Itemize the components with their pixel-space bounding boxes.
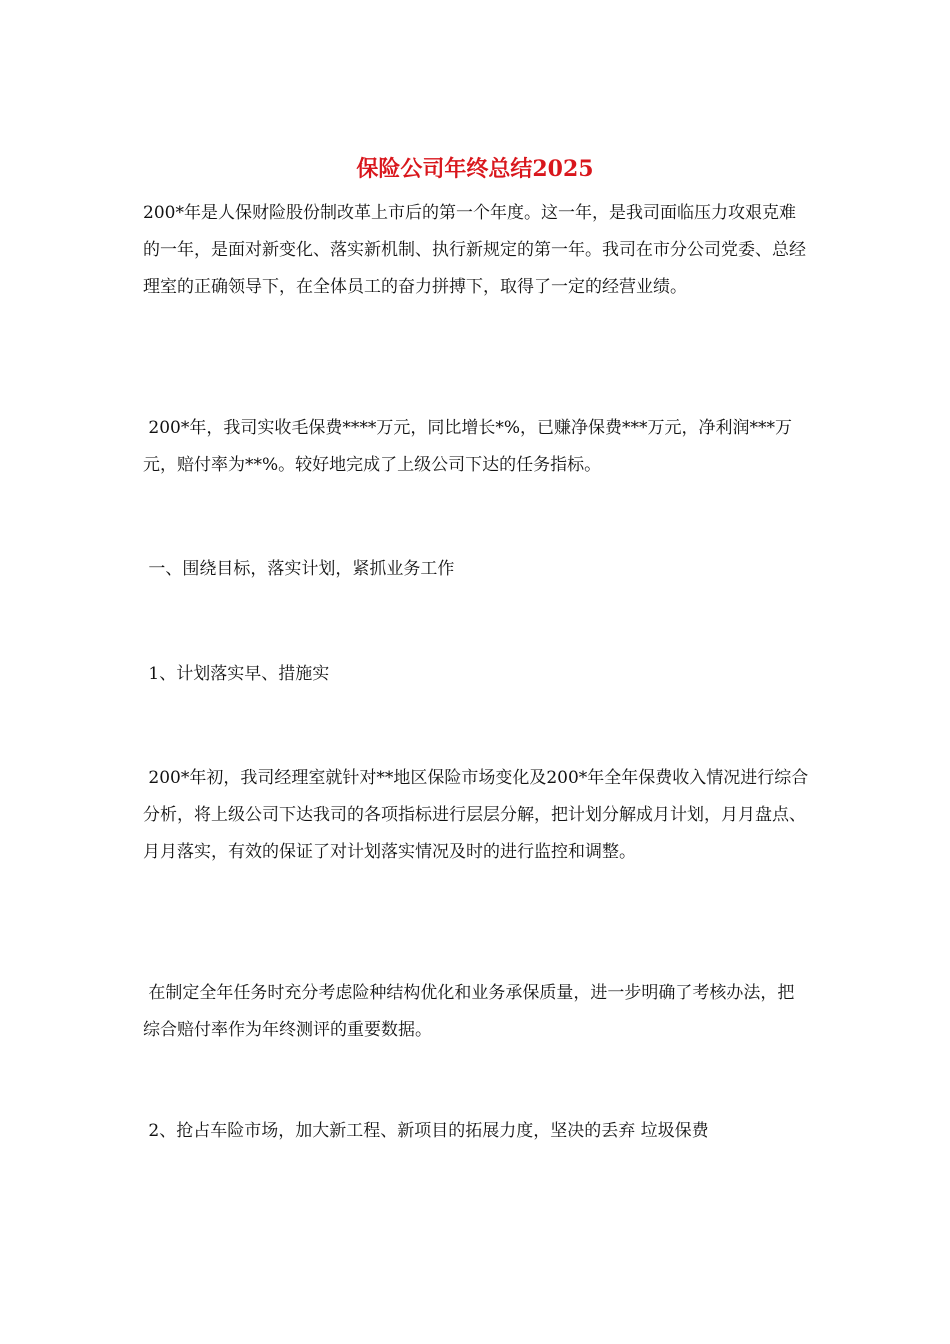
paragraph-intro: 200*年是人保财险股份制改革上市后的第一个年度。这一年，是我司面临压力攻艰克难的一年，是面对新变化、落实新机制、执行新规定的第一年。我司在市分公司党委、总经理室的正确领导下，在全体员工的奋力拼搏下，取得了一定的经营业绩。 xyxy=(143,203,806,297)
subsection-heading-1: 1、计划落实早、措施实 xyxy=(143,664,330,684)
section-heading-1: 一、围绕目标，落实计划，紧抓业务工作 xyxy=(143,559,455,579)
paragraph-results: 200*年，我司实收毛保费****万元，同比增长*%，已赚净保费***万元，净利润***万元，赔付率为**%。较好地完成了上级公司下达的任务指标。 xyxy=(143,418,793,475)
subsection-heading-2: 2、抢占车险市场，加大新工程、新项目的拓展力度，坚决的丢弃 垃圾保费 xyxy=(143,1121,709,1141)
document-title: 保险公司年终总结2025 xyxy=(356,156,594,182)
paragraph-plan-analysis: 200*年初，我司经理室就针对**地区保险市场变化及200*年全年保费收入情况进行综合分析，将上级公司下达我司的各项指标进行层层分解，把计划分解成月计划，月月盘点、月月落实，有效的保证了对计划落实情况及时的进行监控和调整。 xyxy=(143,768,809,862)
paragraph-assessment: 在制定全年任务时充分考虑险种结构优化和业务承保质量，进一步明确了考核办法，把综合赔付率作为年终测评的重要数据。 xyxy=(143,983,795,1040)
